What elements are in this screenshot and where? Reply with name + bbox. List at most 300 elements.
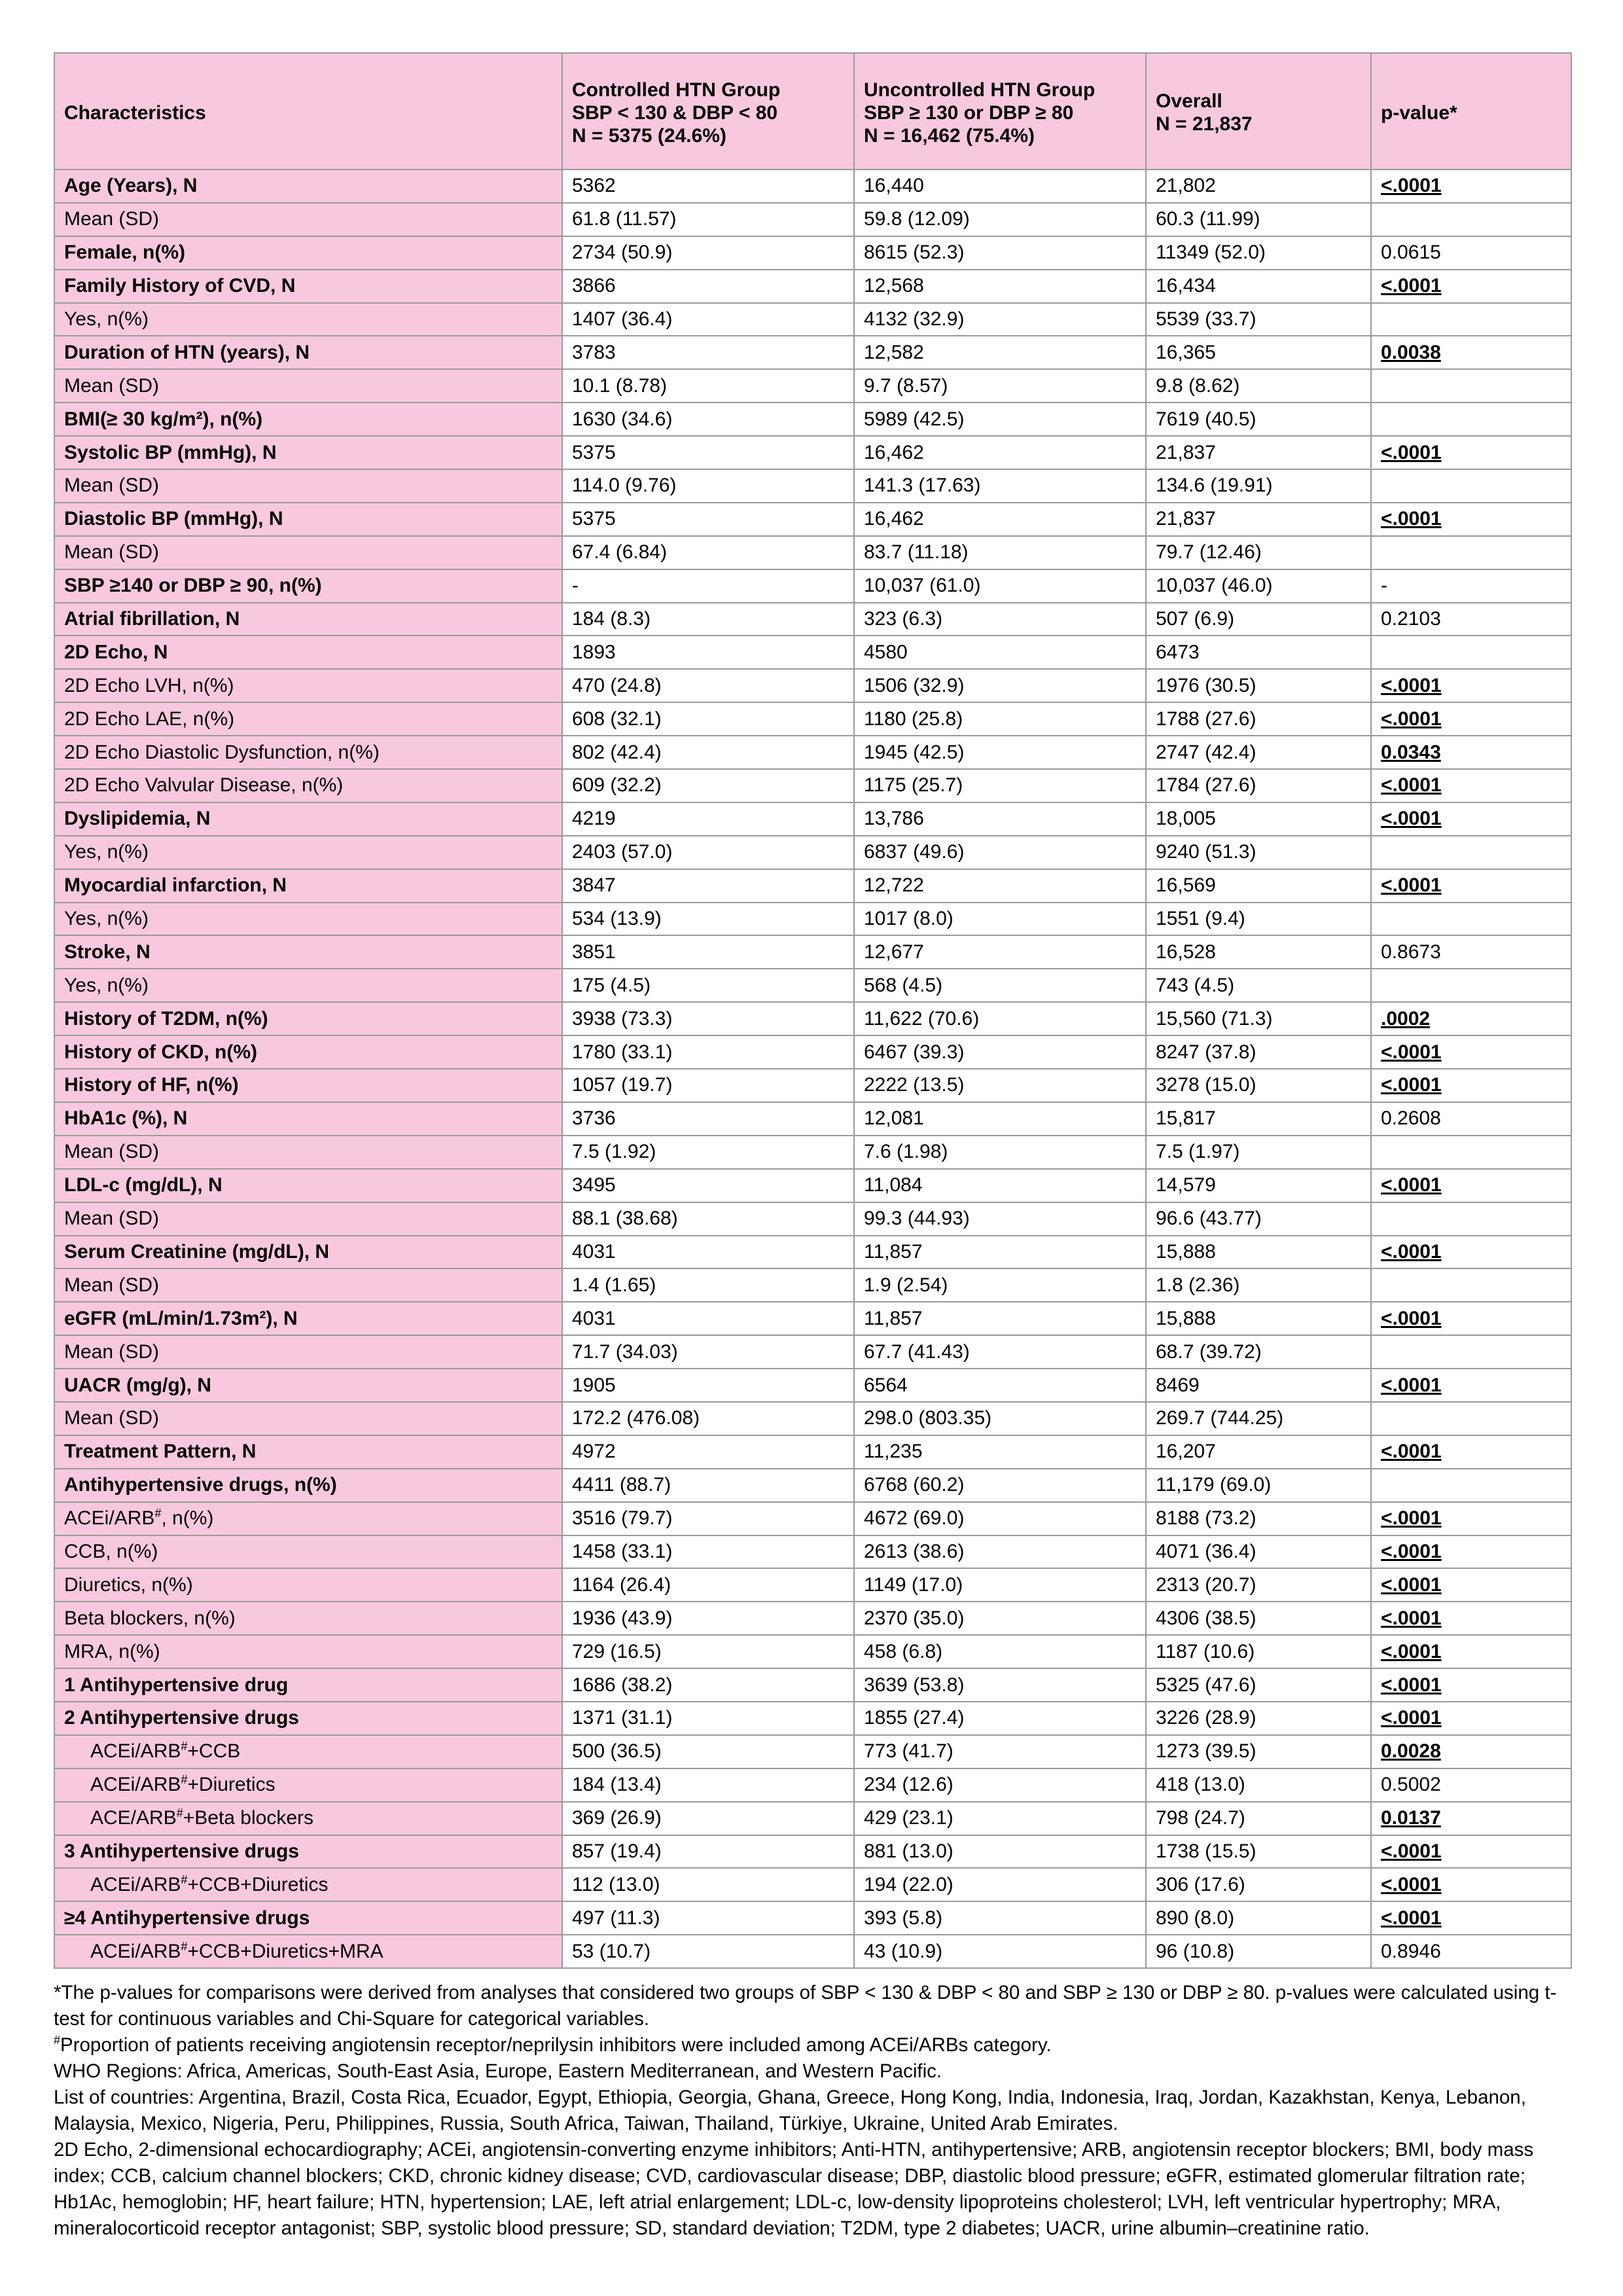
cell-overall: 2747 (42.4) <box>1146 736 1371 769</box>
cell-controlled: 112 (13.0) <box>562 1868 854 1901</box>
table-row <box>54 170 1571 203</box>
header-overall <box>1146 53 1371 170</box>
table-row <box>54 1568 1571 1602</box>
table-row <box>54 469 1571 503</box>
cell-pvalue: <.0001 <box>1371 1602 1571 1635</box>
cell-uncontrolled: 1017 (8.0) <box>854 903 1146 936</box>
cell-pvalue: <.0001 <box>1371 1502 1571 1535</box>
row-label: Atrial fibrillation, N <box>54 603 562 636</box>
cell-controlled: 1780 (33.1) <box>562 1035 854 1069</box>
cell-controlled: 7.5 (1.92) <box>562 1136 854 1169</box>
cell-pvalue <box>1371 303 1571 336</box>
cell-pvalue: 0.2103 <box>1371 603 1571 636</box>
row-label: 2D Echo, N <box>54 636 562 669</box>
table-row <box>54 969 1571 1002</box>
cell-pvalue <box>1371 369 1571 403</box>
cell-controlled: 802 (42.4) <box>562 736 854 769</box>
cell-pvalue: - <box>1371 569 1571 603</box>
row-label: Age (Years), N <box>54 170 562 203</box>
row-label: Family History of CVD, N <box>54 270 562 303</box>
header-overall-n: N = 21,837 <box>1156 113 1253 135</box>
cell-overall: 7.5 (1.97) <box>1146 1136 1371 1169</box>
cell-overall: 79.7 (12.46) <box>1146 536 1371 569</box>
row-label: Beta blockers, n(%) <box>54 1602 562 1635</box>
row-label: 2D Echo Valvular Disease, n(%) <box>54 769 562 802</box>
table-row <box>54 1169 1571 1202</box>
row-label: Systolic BP (mmHg), N <box>54 436 562 469</box>
cell-pvalue: <.0001 <box>1371 702 1571 736</box>
cell-uncontrolled: 99.3 (44.93) <box>854 1202 1146 1236</box>
row-label: ACEi/ARB#, n(%) <box>54 1502 562 1535</box>
row-label: History of HF, n(%) <box>54 1069 562 1102</box>
cell-controlled: 175 (4.5) <box>562 969 854 1002</box>
cell-uncontrolled: 9.7 (8.57) <box>854 369 1146 403</box>
row-label: Myocardial infarction, N <box>54 869 562 903</box>
cell-uncontrolled: 16,462 <box>854 436 1146 469</box>
cell-overall: 15,560 (71.3) <box>1146 1002 1371 1035</box>
cell-pvalue: <.0001 <box>1371 1702 1571 1735</box>
row-label: LDL-c (mg/dL), N <box>54 1169 562 1202</box>
cell-overall: 890 (8.0) <box>1146 1901 1371 1935</box>
row-label: Mean (SD) <box>54 1402 562 1435</box>
table-row <box>54 503 1571 536</box>
cell-overall: 11,179 (69.0) <box>1146 1469 1371 1502</box>
cell-pvalue: <.0001 <box>1371 1568 1571 1602</box>
cell-controlled: 3495 <box>562 1169 854 1202</box>
table-row <box>54 1935 1571 1968</box>
cell-overall: 2313 (20.7) <box>1146 1568 1371 1602</box>
row-label: 3 Antihypertensive drugs <box>54 1835 562 1869</box>
cell-uncontrolled: 11,857 <box>854 1236 1146 1269</box>
table-row <box>54 903 1571 936</box>
cell-overall: 4071 (36.4) <box>1146 1535 1371 1569</box>
table-row <box>54 536 1571 569</box>
cell-overall: 16,365 <box>1146 336 1371 369</box>
cell-pvalue: 0.8946 <box>1371 1935 1571 1968</box>
header-controlled <box>562 53 854 170</box>
row-label: Mean (SD) <box>54 369 562 403</box>
cell-uncontrolled: 568 (4.5) <box>854 969 1146 1002</box>
cell-overall: 1784 (27.6) <box>1146 769 1371 802</box>
cell-controlled: 4031 <box>562 1302 854 1335</box>
table-row <box>54 935 1571 969</box>
cell-controlled: 114.0 (9.76) <box>562 469 854 503</box>
footnotes <box>54 1980 1585 2242</box>
cell-uncontrolled: 3639 (53.8) <box>854 1668 1146 1702</box>
cell-overall: 21,802 <box>1146 170 1371 203</box>
row-label: CCB, n(%) <box>54 1535 562 1569</box>
cell-controlled: 4219 <box>562 802 854 836</box>
cell-overall: 10,037 (46.0) <box>1146 569 1371 603</box>
cell-uncontrolled: 6467 (39.3) <box>854 1035 1146 1069</box>
cell-overall: 9240 (51.3) <box>1146 836 1371 869</box>
cell-pvalue <box>1371 1202 1571 1236</box>
row-label: Mean (SD) <box>54 469 562 503</box>
cell-pvalue: 0.5002 <box>1371 1768 1571 1802</box>
table-row <box>54 1635 1571 1668</box>
cell-controlled: 1686 (38.2) <box>562 1668 854 1702</box>
cell-controlled: 5375 <box>562 436 854 469</box>
row-label: ≥4 Antihypertensive drugs <box>54 1901 562 1935</box>
table-row <box>54 769 1571 802</box>
row-label: Mean (SD) <box>54 1202 562 1236</box>
cell-controlled: 1371 (31.1) <box>562 1702 854 1735</box>
cell-overall: 96.6 (43.77) <box>1146 1202 1371 1236</box>
table-row <box>54 1302 1571 1335</box>
table-row <box>54 1835 1571 1869</box>
table-row <box>54 1901 1571 1935</box>
cell-controlled: 67.4 (6.84) <box>562 536 854 569</box>
header-overall-title: Overall <box>1156 90 1222 112</box>
row-label: Yes, n(%) <box>54 969 562 1002</box>
cell-controlled: 61.8 (11.57) <box>562 203 854 236</box>
table-row <box>54 1202 1571 1236</box>
table-body <box>54 170 1571 1968</box>
cell-controlled: 3851 <box>562 935 854 969</box>
table-row <box>54 1268 1571 1302</box>
table-row <box>54 1136 1571 1169</box>
cell-pvalue <box>1371 203 1571 236</box>
header-controlled-criteria: SBP < 130 & DBP < 80 <box>572 101 778 124</box>
cell-overall: 3226 (28.9) <box>1146 1702 1371 1735</box>
cell-uncontrolled: 234 (12.6) <box>854 1768 1146 1802</box>
cell-uncontrolled: 11,622 (70.6) <box>854 1002 1146 1035</box>
row-label: Dyslipidemia, N <box>54 802 562 836</box>
cell-overall: 6473 <box>1146 636 1371 669</box>
table-row <box>54 336 1571 369</box>
cell-overall: 306 (17.6) <box>1146 1868 1371 1901</box>
cell-controlled: 500 (36.5) <box>562 1735 854 1768</box>
cell-overall: 16,207 <box>1146 1435 1371 1469</box>
row-label: Duration of HTN (years), N <box>54 336 562 369</box>
table-row <box>54 1069 1571 1102</box>
cell-uncontrolled: 1945 (42.5) <box>854 736 1146 769</box>
cell-pvalue: <.0001 <box>1371 869 1571 903</box>
cell-controlled: - <box>562 569 854 603</box>
cell-controlled: 184 (13.4) <box>562 1768 854 1802</box>
cell-uncontrolled: 83.7 (11.18) <box>854 536 1146 569</box>
table-row <box>54 1369 1571 1402</box>
cell-pvalue: 0.0137 <box>1371 1802 1571 1835</box>
row-label: Yes, n(%) <box>54 836 562 869</box>
header-characteristics: Characteristics <box>54 53 562 170</box>
cell-controlled: 369 (26.9) <box>562 1802 854 1835</box>
cell-pvalue <box>1371 969 1571 1002</box>
cell-pvalue: <.0001 <box>1371 669 1571 702</box>
cell-overall: 14,579 <box>1146 1169 1371 1202</box>
cell-uncontrolled: 12,677 <box>854 935 1146 969</box>
cell-controlled: 88.1 (38.68) <box>562 1202 854 1236</box>
cell-uncontrolled: 10,037 (61.0) <box>854 569 1146 603</box>
cell-pvalue: <.0001 <box>1371 270 1571 303</box>
cell-overall: 21,837 <box>1146 503 1371 536</box>
cell-pvalue: <.0001 <box>1371 1236 1571 1269</box>
table-row <box>54 1335 1571 1369</box>
row-label: Treatment Pattern, N <box>54 1435 562 1469</box>
table-row <box>54 736 1571 769</box>
cell-overall: 1738 (15.5) <box>1146 1835 1371 1869</box>
row-label: Yes, n(%) <box>54 303 562 336</box>
cell-controlled: 3736 <box>562 1102 854 1136</box>
cell-uncontrolled: 141.3 (17.63) <box>854 469 1146 503</box>
row-label: Female, n(%) <box>54 236 562 270</box>
cell-overall: 1976 (30.5) <box>1146 669 1371 702</box>
cell-controlled: 729 (16.5) <box>562 1635 854 1668</box>
cell-pvalue: <.0001 <box>1371 1069 1571 1102</box>
cell-pvalue <box>1371 536 1571 569</box>
cell-pvalue: <.0001 <box>1371 1169 1571 1202</box>
cell-uncontrolled: 12,582 <box>854 336 1146 369</box>
table-row <box>54 403 1571 436</box>
header-controlled-n: N = 5375 (24.6%) <box>572 124 726 147</box>
table-row <box>54 603 1571 636</box>
row-label: Serum Creatinine (mg/dL), N <box>54 1236 562 1269</box>
table-row <box>54 236 1571 270</box>
cell-controlled: 10.1 (8.78) <box>562 369 854 403</box>
cell-uncontrolled: 4132 (32.9) <box>854 303 1146 336</box>
row-label: History of CKD, n(%) <box>54 1035 562 1069</box>
footnote: #Proportion of patients receiving angiotensin receptor/neprilysin inhibitors were included among ACEi/ARBs category. <box>54 2034 1052 2056</box>
cell-pvalue <box>1371 1136 1571 1169</box>
cell-uncontrolled: 458 (6.8) <box>854 1635 1146 1668</box>
table-row <box>54 1236 1571 1269</box>
cell-uncontrolled: 1180 (25.8) <box>854 702 1146 736</box>
cell-controlled: 172.2 (476.08) <box>562 1402 854 1435</box>
row-label: BMI(≥ 30 kg/m²), n(%) <box>54 403 562 436</box>
row-label: Stroke, N <box>54 935 562 969</box>
table-row <box>54 270 1571 303</box>
cell-pvalue <box>1371 1469 1571 1502</box>
cell-uncontrolled: 194 (22.0) <box>854 1868 1146 1901</box>
cell-uncontrolled: 6768 (60.2) <box>854 1469 1146 1502</box>
table-row <box>54 1402 1571 1435</box>
cell-pvalue: 0.8673 <box>1371 935 1571 969</box>
cell-overall: 60.3 (11.99) <box>1146 203 1371 236</box>
cell-overall: 1.8 (2.36) <box>1146 1268 1371 1302</box>
cell-uncontrolled: 1175 (25.7) <box>854 769 1146 802</box>
table-row <box>54 1102 1571 1136</box>
header-uncontrolled-n: N = 16,462 (75.4%) <box>864 124 1035 147</box>
cell-pvalue: <.0001 <box>1371 436 1571 469</box>
cell-uncontrolled: 11,084 <box>854 1169 1146 1202</box>
cell-controlled: 534 (13.9) <box>562 903 854 936</box>
cell-uncontrolled: 59.8 (12.09) <box>854 203 1146 236</box>
cell-uncontrolled: 393 (5.8) <box>854 1901 1146 1935</box>
cell-pvalue: <.0001 <box>1371 1835 1571 1869</box>
table-row <box>54 1668 1571 1702</box>
table-row <box>54 369 1571 403</box>
table-row <box>54 836 1571 869</box>
row-label: HbA1c (%), N <box>54 1102 562 1136</box>
footnote: *The p-values for comparisons were derived from analyses that considered two groups of SBP < 130 & DBP < 80 and SBP ≥ 130 or DBP ≥ 80. p-values were calculated using t-test for continuous variables and Chi-Square for categorical variables. <box>54 1982 1557 2030</box>
cell-pvalue: 0.0038 <box>1371 336 1571 369</box>
cell-overall: 1187 (10.6) <box>1146 1635 1371 1668</box>
cell-overall: 8188 (73.2) <box>1146 1502 1371 1535</box>
table-row <box>54 203 1571 236</box>
cell-controlled: 5375 <box>562 503 854 536</box>
row-label: Diastolic BP (mmHg), N <box>54 503 562 536</box>
cell-overall: 15,888 <box>1146 1236 1371 1269</box>
header-uncontrolled-criteria: SBP ≥ 130 or DBP ≥ 80 <box>864 101 1074 124</box>
cell-pvalue: <.0001 <box>1371 1668 1571 1702</box>
cell-uncontrolled: 4580 <box>854 636 1146 669</box>
cell-overall: 15,888 <box>1146 1302 1371 1335</box>
cell-uncontrolled: 16,462 <box>854 503 1146 536</box>
row-label: Yes, n(%) <box>54 903 562 936</box>
cell-uncontrolled: 1506 (32.9) <box>854 669 1146 702</box>
cell-uncontrolled: 12,722 <box>854 869 1146 903</box>
table-row <box>54 702 1571 736</box>
cell-overall: 134.6 (19.91) <box>1146 469 1371 503</box>
cell-controlled: 1407 (36.4) <box>562 303 854 336</box>
cell-controlled: 71.7 (34.03) <box>562 1335 854 1369</box>
table-row <box>54 1469 1571 1502</box>
cell-uncontrolled: 12,568 <box>854 270 1146 303</box>
footnote: List of countries: Argentina, Brazil, Costa Rica, Ecuador, Egypt, Ethiopia, Georgia, Ghana, Greece, Hong Kong, India, Indonesia, Iraq, Jordan, Kazakhstan, Kenya, Lebanon, Malaysia, Mexico, Nigeria, Peru, Philippines, Russia, South Africa, Taiwan, Thailand, Türkiye, Ukraine, United Arab Emirates. <box>54 2087 1526 2134</box>
table-row <box>54 869 1571 903</box>
cell-pvalue <box>1371 903 1571 936</box>
cell-overall: 269.7 (744.25) <box>1146 1402 1371 1435</box>
cell-uncontrolled: 43 (10.9) <box>854 1935 1146 1968</box>
cell-overall: 16,569 <box>1146 869 1371 903</box>
cell-uncontrolled: 429 (23.1) <box>854 1802 1146 1835</box>
row-label: 1 Antihypertensive drug <box>54 1668 562 1702</box>
cell-overall: 96 (10.8) <box>1146 1935 1371 1968</box>
cell-controlled: 470 (24.8) <box>562 669 854 702</box>
cell-overall: 743 (4.5) <box>1146 969 1371 1002</box>
cell-uncontrolled: 67.7 (41.43) <box>854 1335 1146 1369</box>
cell-overall: 1551 (9.4) <box>1146 903 1371 936</box>
cell-controlled: 1905 <box>562 1369 854 1402</box>
row-label: 2D Echo LAE, n(%) <box>54 702 562 736</box>
cell-overall: 3278 (15.0) <box>1146 1069 1371 1102</box>
cell-controlled: 4031 <box>562 1236 854 1269</box>
cell-controlled: 608 (32.1) <box>562 702 854 736</box>
cell-overall: 5539 (33.7) <box>1146 303 1371 336</box>
cell-pvalue: <.0001 <box>1371 769 1571 802</box>
cell-pvalue <box>1371 636 1571 669</box>
table-row <box>54 1702 1571 1735</box>
cell-pvalue: <.0001 <box>1371 503 1571 536</box>
cell-pvalue: <.0001 <box>1371 802 1571 836</box>
cell-pvalue: <.0001 <box>1371 1035 1571 1069</box>
cell-controlled: 497 (11.3) <box>562 1901 854 1935</box>
table-row <box>54 1435 1571 1469</box>
cell-uncontrolled: 8615 (52.3) <box>854 236 1146 270</box>
cell-pvalue: <.0001 <box>1371 1535 1571 1569</box>
row-label: Mean (SD) <box>54 1335 562 1369</box>
table-row <box>54 1602 1571 1635</box>
row-label: Antihypertensive drugs, n(%) <box>54 1469 562 1502</box>
cell-pvalue: 0.0028 <box>1371 1735 1571 1768</box>
cell-uncontrolled: 881 (13.0) <box>854 1835 1146 1869</box>
header-controlled-title: Controlled HTN Group <box>572 79 781 101</box>
cell-uncontrolled: 13,786 <box>854 802 1146 836</box>
cell-controlled: 1630 (34.6) <box>562 403 854 436</box>
cell-controlled: 184 (8.3) <box>562 603 854 636</box>
characteristics-table <box>54 52 1572 1969</box>
cell-controlled: 5362 <box>562 170 854 203</box>
cell-uncontrolled: 6837 (49.6) <box>854 836 1146 869</box>
cell-overall: 16,528 <box>1146 935 1371 969</box>
cell-overall: 18,005 <box>1146 802 1371 836</box>
table-row <box>54 303 1571 336</box>
cell-uncontrolled: 7.6 (1.98) <box>854 1136 1146 1169</box>
cell-uncontrolled: 298.0 (803.35) <box>854 1402 1146 1435</box>
row-label: 2D Echo Diastolic Dysfunction, n(%) <box>54 736 562 769</box>
cell-pvalue: <.0001 <box>1371 170 1571 203</box>
row-label: SBP ≥140 or DBP ≥ 90, n(%) <box>54 569 562 603</box>
cell-pvalue <box>1371 469 1571 503</box>
row-label: MRA, n(%) <box>54 1635 562 1668</box>
cell-uncontrolled: 2370 (35.0) <box>854 1602 1146 1635</box>
cell-pvalue <box>1371 836 1571 869</box>
cell-uncontrolled: 12,081 <box>854 1102 1146 1136</box>
table-row <box>54 1868 1571 1901</box>
cell-controlled: 3516 (79.7) <box>562 1502 854 1535</box>
document <box>54 52 1571 1969</box>
cell-overall: 798 (24.7) <box>1146 1802 1371 1835</box>
cell-overall: 5325 (47.6) <box>1146 1668 1371 1702</box>
cell-overall: 507 (6.9) <box>1146 603 1371 636</box>
row-label: Mean (SD) <box>54 536 562 569</box>
cell-controlled: 1893 <box>562 636 854 669</box>
table-row <box>54 669 1571 702</box>
cell-overall: 8469 <box>1146 1369 1371 1402</box>
cell-overall: 8247 (37.8) <box>1146 1035 1371 1069</box>
cell-uncontrolled: 6564 <box>854 1369 1146 1402</box>
header-uncontrolled-title: Uncontrolled HTN Group <box>864 79 1096 101</box>
cell-controlled: 3866 <box>562 270 854 303</box>
cell-pvalue: <.0001 <box>1371 1369 1571 1402</box>
table-row <box>54 1535 1571 1569</box>
row-label: Mean (SD) <box>54 1136 562 1169</box>
cell-pvalue <box>1371 1402 1571 1435</box>
table-row <box>54 636 1571 669</box>
cell-overall: 15,817 <box>1146 1102 1371 1136</box>
cell-controlled: 857 (19.4) <box>562 1835 854 1869</box>
cell-pvalue <box>1371 1268 1571 1302</box>
cell-controlled: 4972 <box>562 1435 854 1469</box>
cell-uncontrolled: 1149 (17.0) <box>854 1568 1146 1602</box>
cell-uncontrolled: 2613 (38.6) <box>854 1535 1146 1569</box>
cell-pvalue: <.0001 <box>1371 1901 1571 1935</box>
table-row <box>54 1002 1571 1035</box>
cell-controlled: 3783 <box>562 336 854 369</box>
cell-controlled: 3938 (73.3) <box>562 1002 854 1035</box>
cell-uncontrolled: 1.9 (2.54) <box>854 1268 1146 1302</box>
cell-uncontrolled: 2222 (13.5) <box>854 1069 1146 1102</box>
cell-controlled: 1936 (43.9) <box>562 1602 854 1635</box>
table-row <box>54 1802 1571 1835</box>
row-label: 2 Antihypertensive drugs <box>54 1702 562 1735</box>
cell-controlled: 609 (32.2) <box>562 769 854 802</box>
cell-pvalue: 0.2608 <box>1371 1102 1571 1136</box>
table-row <box>54 1502 1571 1535</box>
cell-controlled: 1164 (26.4) <box>562 1568 854 1602</box>
cell-uncontrolled: 11,235 <box>854 1435 1146 1469</box>
cell-pvalue: <.0001 <box>1371 1635 1571 1668</box>
cell-overall: 21,837 <box>1146 436 1371 469</box>
cell-overall: 4306 (38.5) <box>1146 1602 1371 1635</box>
cell-pvalue <box>1371 1335 1571 1369</box>
cell-overall: 11349 (52.0) <box>1146 236 1371 270</box>
cell-controlled: 1057 (19.7) <box>562 1069 854 1102</box>
cell-overall: 1273 (39.5) <box>1146 1735 1371 1768</box>
cell-pvalue: .0002 <box>1371 1002 1571 1035</box>
table-row <box>54 1035 1571 1069</box>
cell-overall: 1788 (27.6) <box>1146 702 1371 736</box>
